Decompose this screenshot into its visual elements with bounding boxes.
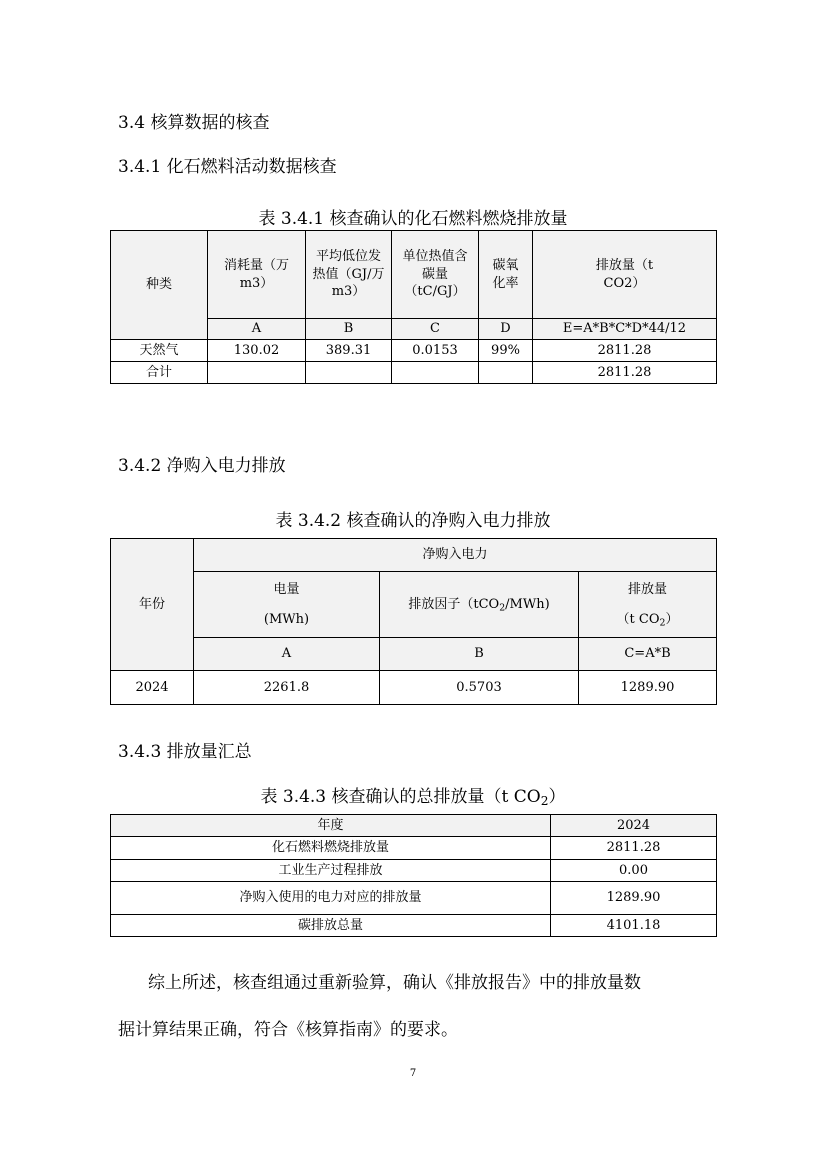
emission-label: 排放量 — [628, 581, 668, 597]
emission-unit: （t $CO_2$） — [616, 611, 679, 628]
col-type-header: 种类 — [111, 231, 208, 340]
row-value: 4101.18 — [551, 915, 717, 937]
code-d: D — [479, 319, 533, 340]
table1-caption: 表 3.4.1 核查确认的化石燃料燃烧排放量 — [258, 209, 568, 229]
code-e: E=A*B*C*D*44/12 — [533, 319, 717, 340]
table-row — [111, 882, 717, 915]
code-a: A — [194, 638, 380, 671]
heading-3-4: 3.4 核算数据的核查 — [118, 113, 270, 133]
row-year: 2024 — [111, 671, 194, 705]
code-c: C — [392, 319, 479, 340]
table-row — [111, 340, 717, 362]
col-oxidation-header: 碳氧化率 — [479, 231, 533, 319]
row-label: 化石燃料燃烧排放量 — [111, 837, 551, 860]
row-emission: 1289.90 — [579, 671, 717, 705]
table-fossil-fuel — [110, 230, 717, 384]
row-power: 2261.8 — [194, 671, 380, 705]
col-consumption-header: 消耗量（万m3） — [208, 231, 306, 319]
col-power-header — [194, 572, 380, 638]
col-ncv-header: 平均低位发热值（GJ/万m3） — [306, 231, 392, 319]
power-unit: (MWh) — [263, 611, 310, 627]
row-d — [479, 362, 533, 384]
table-row — [111, 915, 717, 937]
code-b: B — [380, 638, 579, 671]
conclusion-line-1: 综上所述，核查组通过重新验算，确认《排放报告》中的排放量数 — [148, 973, 641, 993]
row-b — [306, 362, 392, 384]
col-year-header: 年份 — [111, 539, 194, 671]
row-type: 天然气 — [111, 340, 208, 362]
col-emission-header — [579, 572, 717, 638]
row-label: 净购入使用的电力对应的排放量 — [111, 882, 551, 915]
row-c — [392, 362, 479, 384]
col-emission-header: 排放量（t CO2） — [533, 231, 717, 319]
table-row — [111, 671, 717, 705]
heading-3-4-3: 3.4.3 排放量汇总 — [118, 742, 252, 762]
table2-caption: 表 3.4.2 核查确认的净购入电力排放 — [275, 511, 551, 531]
group-header: 净购入电力 — [194, 539, 717, 572]
table3-caption: 表 3.4.3 核查确认的总排放量（t $CO_2$） — [260, 787, 566, 809]
table-purchased-electricity — [110, 538, 717, 705]
table-row — [111, 860, 717, 882]
heading-3-4-1: 3.4.1 化石燃料活动数据核查 — [118, 157, 337, 177]
page-number: 7 — [409, 1068, 417, 1079]
row-label: 碳排放总量 — [111, 915, 551, 937]
row-e: 2811.28 — [533, 362, 717, 384]
row-d: 99% — [479, 340, 533, 362]
col-factor-header: 排放因子（tCO$_2$/MWh) — [380, 572, 579, 638]
row-factor: 0.5703 — [380, 671, 579, 705]
table-row — [111, 837, 717, 860]
col-label-header: 年度 — [111, 815, 551, 837]
col-carbon-header: 单位热值含碳量（tC/GJ） — [392, 231, 479, 319]
heading-3-4-2: 3.4.2 净购入电力排放 — [118, 456, 286, 476]
row-b: 389.31 — [306, 340, 392, 362]
conclusion-line-2: 据计算结果正确，符合《核算指南》的要求。 — [118, 1020, 458, 1040]
row-a: 130.02 — [208, 340, 306, 362]
table-row — [111, 362, 717, 384]
table-total-emission — [110, 814, 717, 937]
row-value: 0.00 — [551, 860, 717, 882]
row-label: 工业生产过程排放 — [111, 860, 551, 882]
code-a: A — [208, 319, 306, 340]
row-type: 合计 — [111, 362, 208, 384]
row-value: 1289.90 — [551, 882, 717, 915]
code-b: B — [306, 319, 392, 340]
row-e: 2811.28 — [533, 340, 717, 362]
col-year-header: 2024 — [551, 815, 717, 837]
row-value: 2811.28 — [551, 837, 717, 860]
code-c: C=A*B — [579, 638, 717, 671]
row-a — [208, 362, 306, 384]
power-label: 电量 — [273, 581, 300, 597]
row-c: 0.0153 — [392, 340, 479, 362]
